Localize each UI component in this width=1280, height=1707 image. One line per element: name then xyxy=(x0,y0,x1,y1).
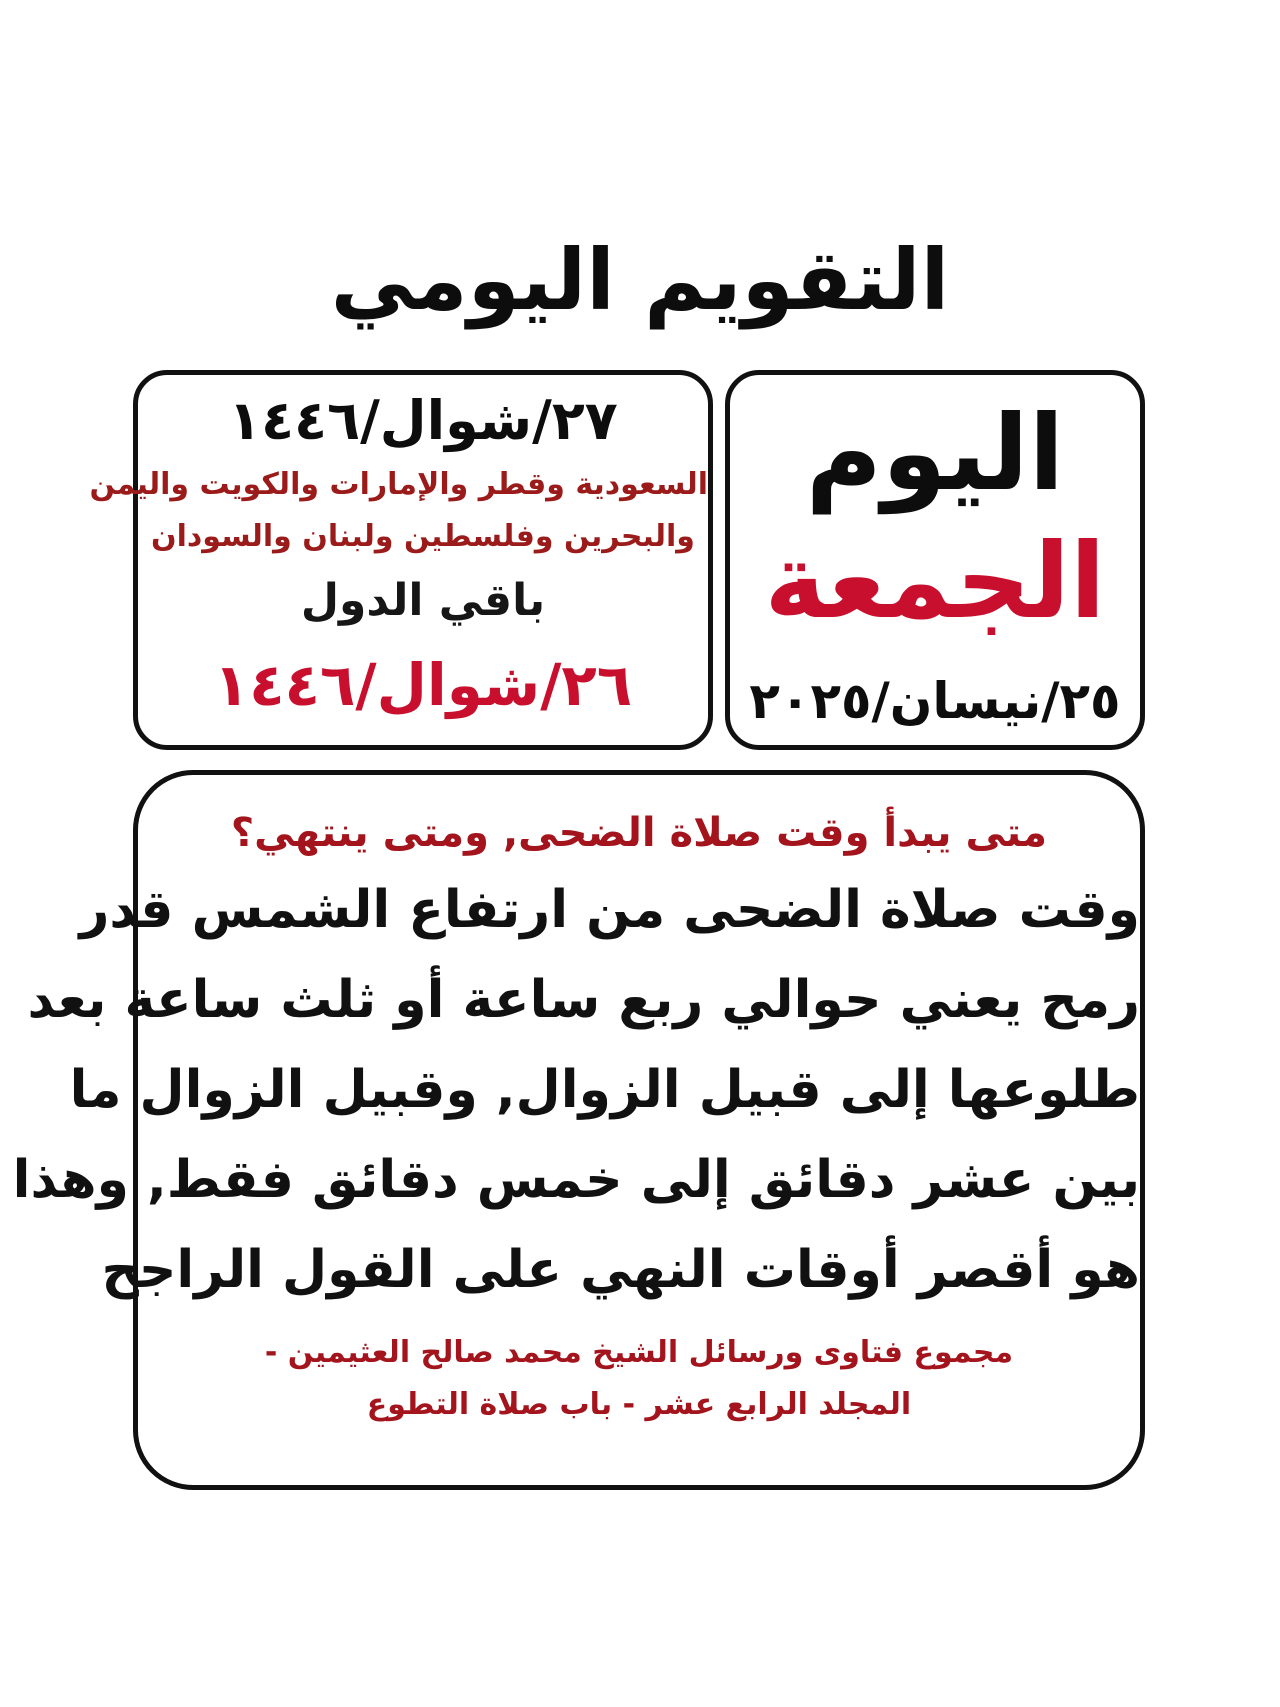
rest-of-countries-label: باقي الدول xyxy=(300,575,546,626)
gregorian-date: ٢٥/نيسان/٢٠٢٥ xyxy=(749,672,1121,730)
body-line: رمح يعني حوالي ربع ساعة أو ثلث ساعة بعد xyxy=(27,970,1140,1030)
source-citation-line-1: مجموع فتاوى ورسائل الشيخ محمد صالح العثيمين - xyxy=(264,1335,1014,1370)
countries-line-1: السعودية وقطر والإمارات والكويت واليمن xyxy=(89,467,708,502)
hijri-box xyxy=(89,370,713,750)
body-line: بين عشر دقائق إلى خمس دقائق فقط, وهذا xyxy=(12,1150,1140,1210)
day-name: الجمعة xyxy=(764,520,1106,642)
body-line: وقت صلاة الضحى من ارتفاع الشمس قدر xyxy=(79,880,1140,940)
body-line: طلوعها إلى قبيل الزوال, وقبيل الزوال ما xyxy=(69,1060,1140,1120)
hijri-date-primary: ٢٧/شوال/١٤٤٦ xyxy=(228,389,618,452)
day-label: اليوم xyxy=(805,392,1065,514)
page-title: التقويم اليومي xyxy=(330,231,950,329)
content-box xyxy=(12,770,1145,1490)
hijri-date-secondary: ٢٦/شوال/١٤٤٦ xyxy=(213,651,633,719)
countries-line-2: والبحرين وفلسطين ولبنان والسودان xyxy=(151,519,695,554)
day-box xyxy=(725,370,1145,750)
source-citation-line-2: المجلد الرابع عشر - باب صلاة التطوع xyxy=(366,1387,912,1422)
body-line: هو أقصر أوقات النهي على القول الراجح xyxy=(101,1240,1140,1300)
question-heading: متى يبدأ وقت صلاة الضحى, ومتى ينتهي؟ xyxy=(230,810,1048,856)
